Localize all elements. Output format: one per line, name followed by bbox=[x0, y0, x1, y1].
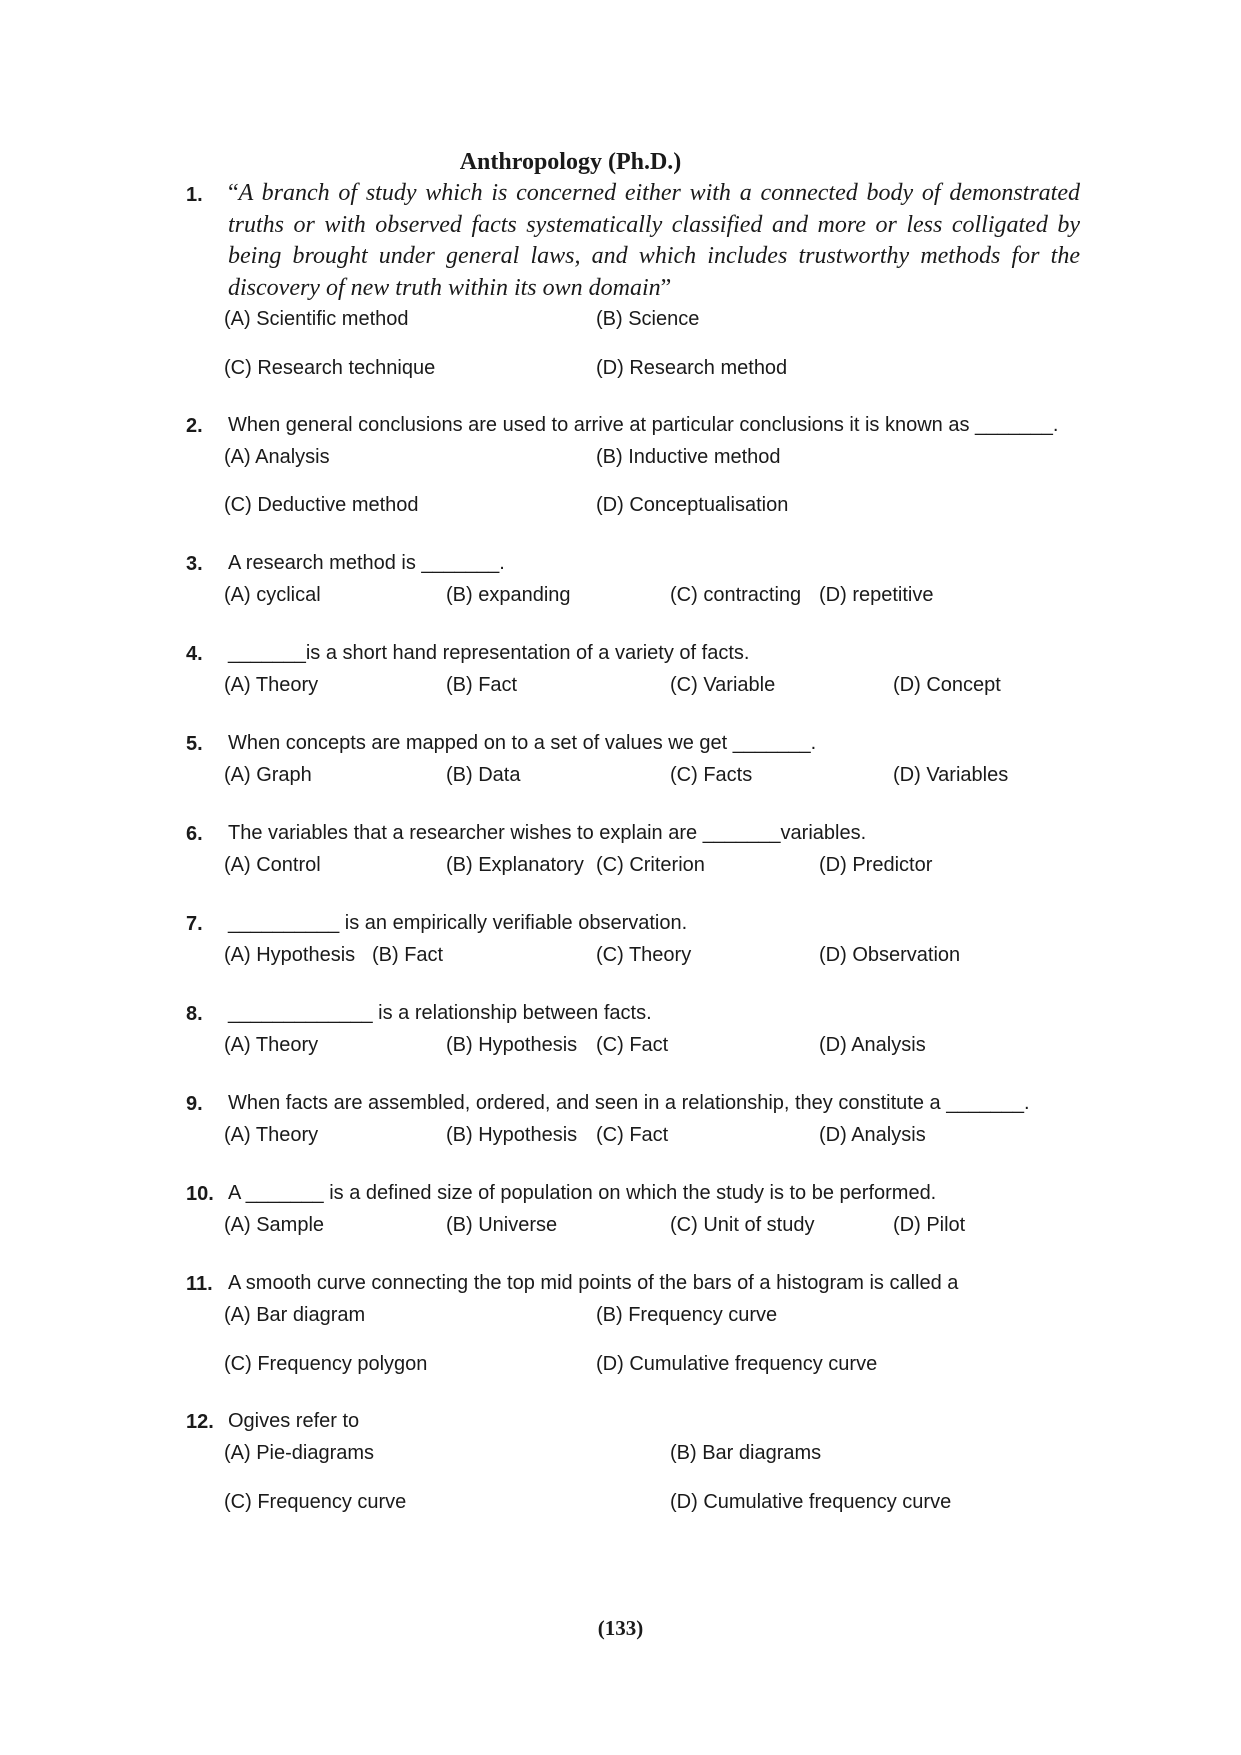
option-a: (A) Theory bbox=[224, 1034, 319, 1056]
option-d: (D) Analysis bbox=[819, 1124, 926, 1146]
option-d: (D) Predictor bbox=[819, 854, 933, 876]
option-a: (A) cyclical bbox=[224, 584, 321, 606]
option-b: (B) Frequency curve bbox=[596, 1304, 778, 1326]
option-b: (B) Hypothesis bbox=[446, 1124, 578, 1146]
option-d: (D) Pilot bbox=[893, 1214, 966, 1236]
question-stem: Ogives refer to bbox=[228, 1410, 360, 1432]
question-number: 11. bbox=[186, 1273, 213, 1295]
option-c: (C) Theory bbox=[596, 944, 692, 966]
option-a: (A) Theory bbox=[224, 674, 319, 696]
question-stem: _______is a short hand representation of a variety of facts. bbox=[228, 642, 750, 664]
option-a: (A) Hypothesis bbox=[224, 944, 356, 966]
question-stem: A smooth curve connecting the top mid points of the bars of a histogram is called a bbox=[228, 1272, 959, 1294]
question-number: 6. bbox=[186, 823, 203, 845]
option-b: (B) Data bbox=[446, 764, 521, 786]
question-number: 12. bbox=[186, 1411, 214, 1433]
question-number: 7. bbox=[186, 913, 203, 935]
question-number: 4. bbox=[186, 643, 203, 665]
option-d: (D) Observation bbox=[819, 944, 961, 966]
option-d: (D) Conceptualisation bbox=[596, 494, 789, 516]
option-b: (B) Explanatory bbox=[446, 854, 584, 876]
option-d: (D) Concept bbox=[893, 674, 1001, 696]
option-c: (C) Unit of study bbox=[670, 1214, 815, 1236]
option-b: (B) Hypothesis bbox=[446, 1034, 578, 1056]
option-c: (C) Fact bbox=[596, 1124, 669, 1146]
option-d: (D) Cumulative frequency curve bbox=[670, 1491, 952, 1513]
option-b: (B) Fact bbox=[372, 944, 444, 966]
option-a: (A) Pie-diagrams bbox=[224, 1442, 375, 1464]
option-b: (B) expanding bbox=[446, 584, 571, 606]
option-c: (C) Facts bbox=[670, 764, 753, 786]
option-a: (A) Sample bbox=[224, 1214, 325, 1236]
page-title: Anthropology (Ph.D.) bbox=[459, 149, 682, 175]
question-stem: __________ is an empirically verifiable observation. bbox=[228, 912, 688, 934]
question-number: 5. bbox=[186, 733, 203, 755]
option-b: (B) Bar diagrams bbox=[670, 1442, 822, 1464]
option-c: (C) Deductive method bbox=[224, 494, 419, 516]
page-number: (133) bbox=[597, 1616, 644, 1640]
option-d: (D) Variables bbox=[893, 764, 1009, 786]
option-b: (B) Universe bbox=[446, 1214, 558, 1236]
question-number: 2. bbox=[186, 415, 203, 437]
option-c: (C) Frequency curve bbox=[224, 1491, 407, 1513]
question-stem: A _______ is a defined size of population on which the study is to be performed. bbox=[228, 1182, 937, 1204]
option-c: (C) Criterion bbox=[596, 854, 705, 876]
option-a: (A) Scientific method bbox=[224, 308, 409, 330]
option-c: (C) Research technique bbox=[224, 357, 436, 379]
option-c: (C) Variable bbox=[670, 674, 776, 696]
question-number: 9. bbox=[186, 1093, 203, 1115]
option-b: (B) Inductive method bbox=[596, 446, 781, 468]
option-d: (D) Research method bbox=[596, 357, 788, 379]
option-d: (D) repetitive bbox=[819, 584, 934, 606]
question-stem: When facts are assembled, ordered, and seen in a relationship, they constitute a _______. bbox=[228, 1092, 1030, 1114]
question-number: 10. bbox=[186, 1183, 214, 1205]
question-stem: A research method is _______. bbox=[228, 552, 505, 574]
option-d: (D) Analysis bbox=[819, 1034, 926, 1056]
option-d: (D) Cumulative frequency curve bbox=[596, 1353, 878, 1375]
question-stem: The variables that a researcher wishes to explain are _______variables. bbox=[228, 822, 867, 844]
question-number: 3. bbox=[186, 553, 203, 575]
option-a: (A) Theory bbox=[224, 1124, 319, 1146]
option-c: (C) contracting bbox=[670, 584, 802, 606]
option-a: (A) Analysis bbox=[224, 446, 330, 468]
option-b: (B) Science bbox=[596, 308, 700, 330]
option-c: (C) Fact bbox=[596, 1034, 669, 1056]
option-a: (A) Control bbox=[224, 854, 321, 876]
option-c: (C) Frequency polygon bbox=[224, 1353, 428, 1375]
question-stem: When general conclusions are used to arrive at particular conclusions it is known as _______. bbox=[228, 414, 1059, 436]
question-stem: When concepts are mapped on to a set of values we get _______. bbox=[228, 732, 817, 754]
question-stem: _____________ is a relationship between facts. bbox=[228, 1002, 652, 1024]
option-a: (A) Bar diagram bbox=[224, 1304, 366, 1326]
option-b: (B) Fact bbox=[446, 674, 518, 696]
question-stem: “A branch of study which is concerned either with a connected body of demonstrated truths or with observed facts systematically classified and more or less colligated by being brought under general laws, and which includes trustworthy methods for the discovery of new truth within its own domain” bbox=[228, 180, 1080, 301]
question-number: 1. bbox=[186, 184, 203, 206]
option-a: (A) Graph bbox=[224, 764, 312, 786]
question-number: 8. bbox=[186, 1003, 203, 1025]
